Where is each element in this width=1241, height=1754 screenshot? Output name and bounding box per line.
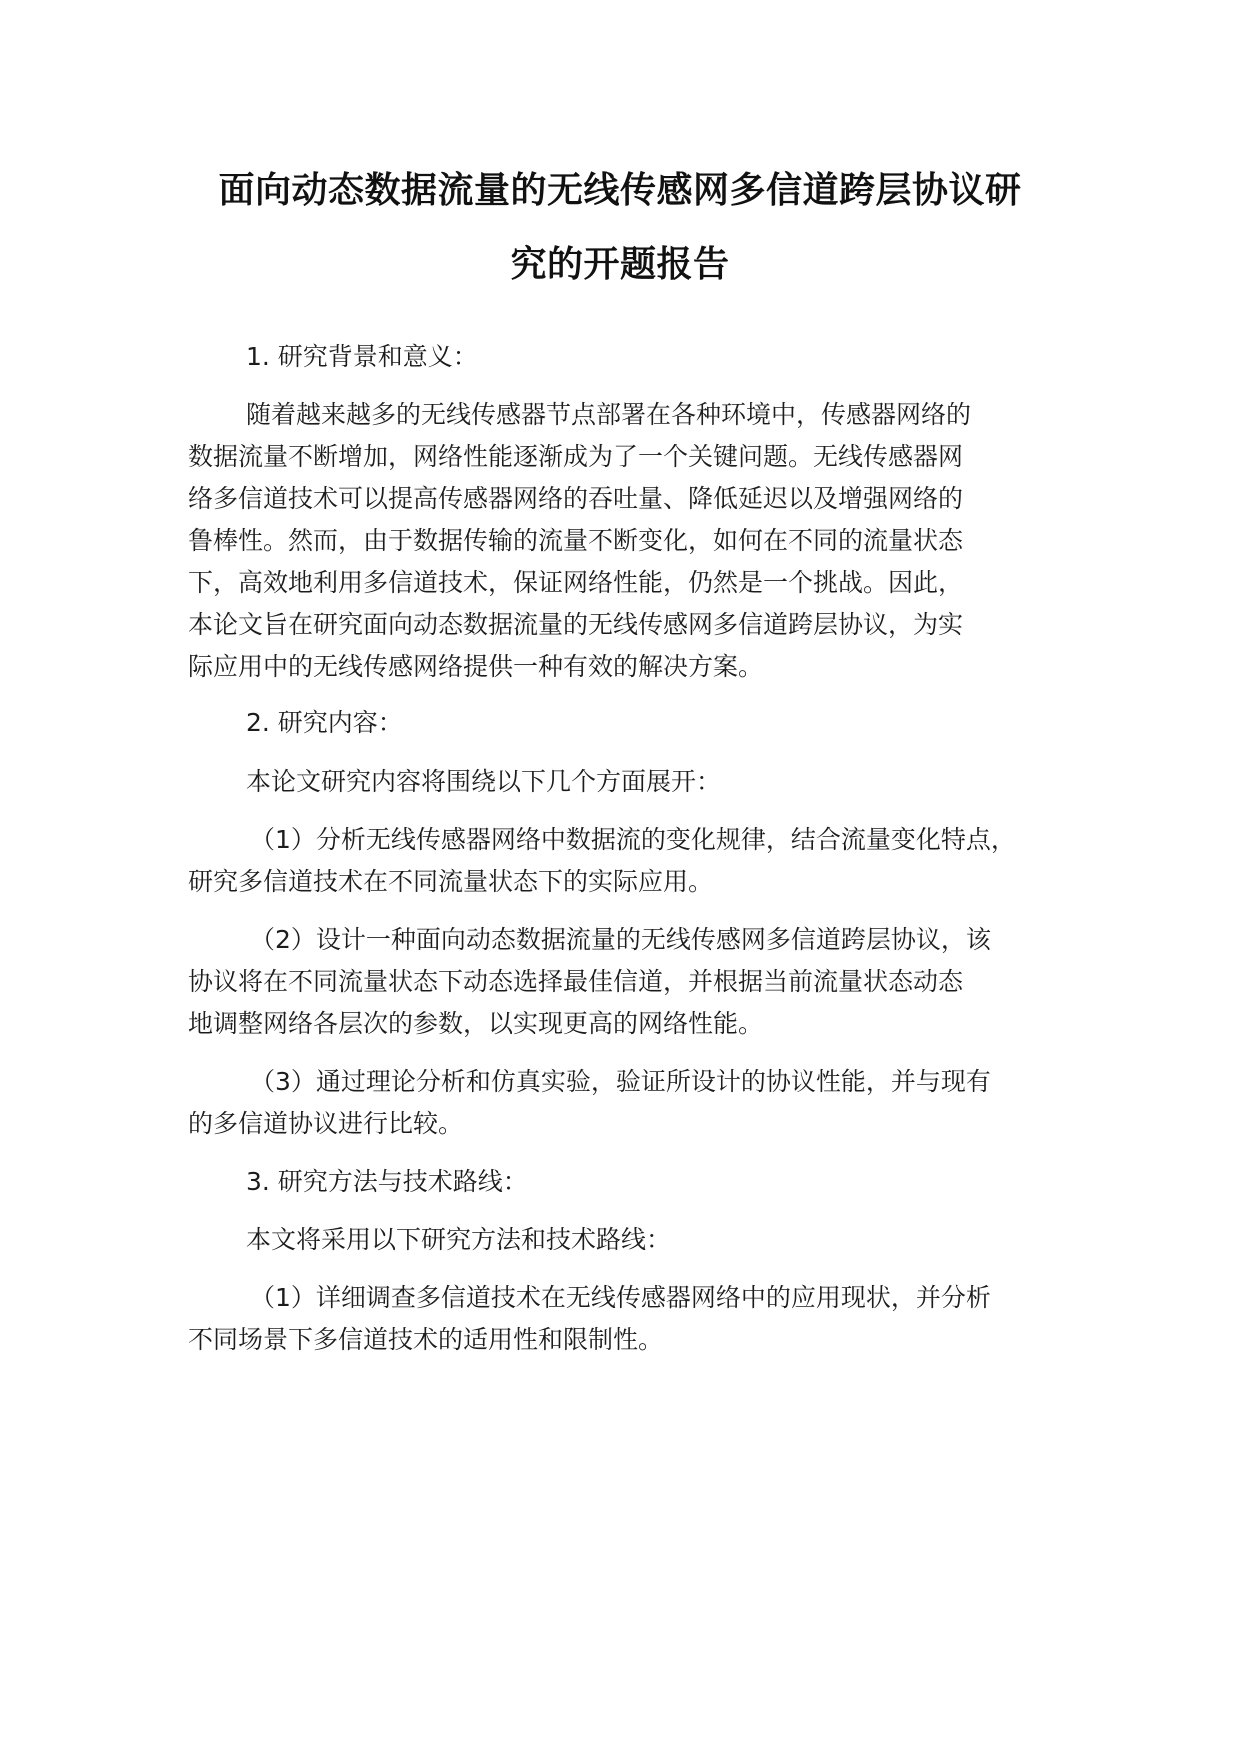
section-heading-methods: 3. 研究方法与技术路线： [246,1167,528,1196]
section-heading-background: 1. 研究背景和意义： [246,342,478,371]
list-item-line: 的多信道协议进行比较。 [188,1109,464,1138]
list-item-line: （1）详细调查多信道技术在无线传感器网络中的应用现状，并分析 [250,1283,991,1312]
paragraph-line: 际应用中的无线传感网络提供一种有效的解决方案。 [188,652,764,681]
paragraph-line: 鲁棒性。然而，由于数据传输的流量不断变化，如何在不同的流量状态 [188,526,964,555]
list-item-line: （3）通过理论分析和仿真实验，验证所设计的协议性能，并与现有 [250,1067,991,1096]
list-item-line: 协议将在不同流量状态下动态选择最佳信道，并根据当前流量状态动态 [188,967,964,996]
paragraph-line: 数据流量不断增加，网络性能逐渐成为了一个关键问题。无线传感器网 [188,442,964,471]
paragraph-line: 本文将采用以下研究方法和技术路线： [246,1225,672,1254]
list-item-line: 地调整网络各层次的参数，以实现更高的网络性能。 [188,1009,764,1038]
document-title-line-2: 究的开题报告 [510,244,730,285]
list-item-line: 不同场景下多信道技术的适用性和限制性。 [188,1325,664,1354]
document-title-line-1: 面向动态数据流量的无线传感网多信道跨层协议研 [218,170,1022,211]
list-item-line: （1）分析无线传感器网络中数据流的变化规律，结合流量变化特点， [250,825,1016,854]
list-item-line: （2）设计一种面向动态数据流量的无线传感网多信道跨层协议，该 [250,925,991,954]
paragraph-line: 络多信道技术可以提高传感器网络的吞吐量、降低延迟以及增强网络的 [188,484,964,513]
paragraph-line: 本论文旨在研究面向动态数据流量的无线传感网多信道跨层协议，为实 [188,610,964,639]
paragraph-line: 下，高效地利用多信道技术，保证网络性能，仍然是一个挑战。因此， [188,568,964,597]
paragraph-line: 本论文研究内容将围绕以下几个方面展开： [246,767,722,796]
list-item-line: 研究多信道技术在不同流量状态下的实际应用。 [188,867,714,896]
section-heading-content: 2. 研究内容： [246,708,403,737]
paragraph-line: 随着越来越多的无线传感器节点部署在各种环境中，传感器网络的 [246,400,972,429]
